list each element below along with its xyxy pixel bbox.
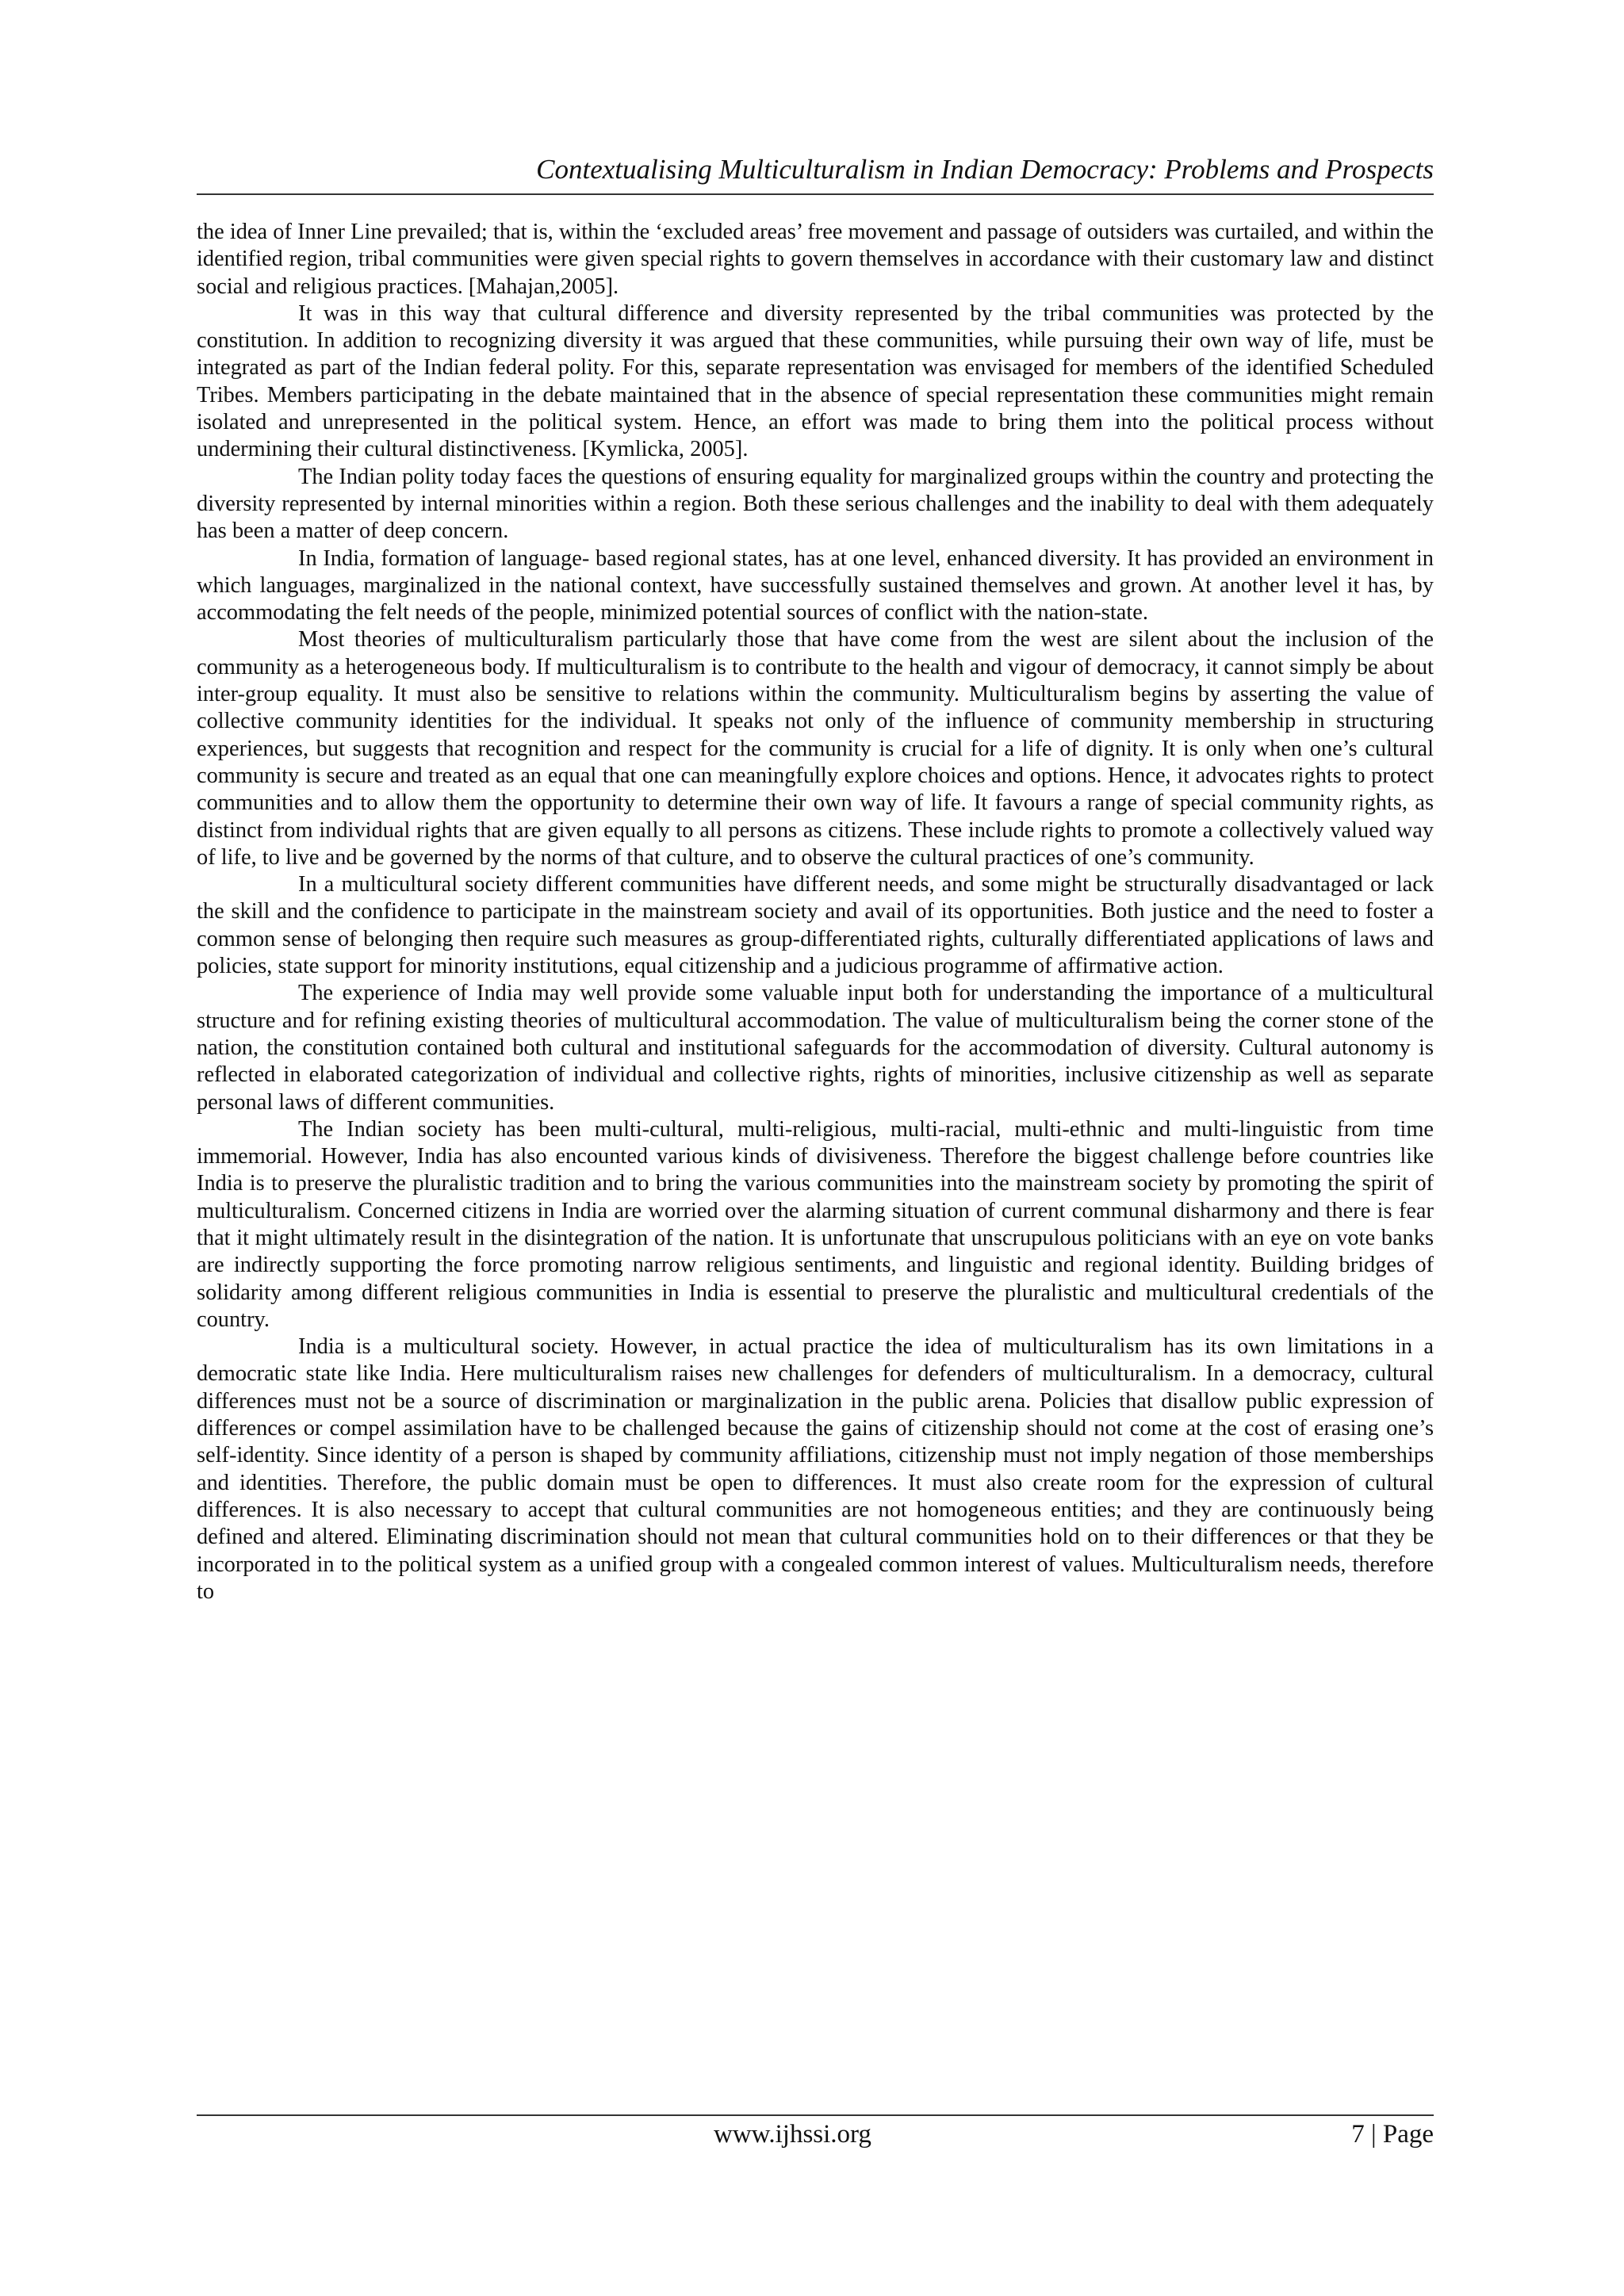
header-rule <box>197 193 1434 195</box>
paragraph-6: In a multicultural society different communities have different needs, and some might be structurally disadvantaged or lack the skill and the confidence to participate in the mainstream society and avail of its opportunities. Both justice and the need to foster a common sense of belonging then require such measures as group-differentiated rights, culturally differentiated applications of laws and policies, state support for minority institutions, equal citizenship and a judicious programme of affirmative action. <box>197 872 1434 979</box>
paragraph-1: the idea of Inner Line prevailed; that is, within the ‘excluded areas’ free movement and passage of outsiders was curtailed, and within the identified region, tribal communities were given special rights to govern themselves in accordance with their customary law and distinct social and religious practices. [Mahajan,2005]. <box>197 220 1434 299</box>
paragraph-3: The Indian polity today faces the questions of ensuring equality for marginalized groups within the country and protecting the diversity represented by internal minorities within a region. Both these serious challenges and the inability to deal with them adequately has been a matter of deep concern. <box>197 464 1434 544</box>
paragraph-2: It was in this way that cultural difference and diversity represented by the tribal communities was protected by the constitution. In addition to recognizing diversity it was argued that these communities, while pursuing their own way of life, must be integrated as part of the Indian federal polity. For this, separate representation was envisaged for members of the identified Scheduled Tribes. Members participating in the debate maintained that in the absence of special representation these communities might remain isolated and unrepresented in the political system. Hence, an effort was made to bring them into the political process without undermining their cultural distinctiveness. [Kymlicka, 2005]. <box>197 300 1434 462</box>
running-header: Contextualising Multiculturalism in Indian Democracy: Problems and Prospects <box>536 154 1434 185</box>
paragraph-9: India is a multicultural society. However, in actual practice the idea of multiculturalism has its own limitations in a democratic state like India. Here multiculturalism raises new challenges for defenders of multiculturalism. In a democracy, cultural differences must not be a source of discrimination or marginalization in the public arena. Policies that disallow public expression of differences or compel assimilation have to be challenged because the gains of citizenship should not come at the cost of erasing one’s self-identity. Since identity of a person is shaped by community affiliations, citizenship must not imply negation of those memberships and identities. Therefore, the public domain must be open to differences. It must also create room for the expression of cultural differences. It is also necessary to accept that cultural communities are not homogeneous entities; and they are continuously being defined and altered. Eliminating discrimination should not mean that cultural communities hold on to their differences or that they be incorporated in to the political system as a unified group with a congealed common interest of values. Multiculturalism needs, therefore to <box>197 1334 1434 1604</box>
article-body <box>197 219 1434 1605</box>
paragraph-4: In India, formation of language- based regional states, has at one level, enhanced diversity. It has provided an environment in which languages, marginalized in the national context, have successfully sustained themselves and grown. At another level it has, by accommodating the felt needs of the people, minimized potential sources of conflict with the nation-state. <box>197 545 1434 626</box>
footer-rule <box>197 2114 1434 2116</box>
paragraph-7: The experience of India may well provide some valuable input both for understanding the importance of a multicultural structure and for refining existing theories of multicultural accommodation. The value of multiculturalism being the corner stone of the nation, the constitution contained both cultural and institutional safeguards for the accommodation of diversity. Cultural autonomy is reflected in elaborated categorization of individual and collective rights, rights of minorities, inclusive citizenship as well as separate personal laws of different communities. <box>197 981 1434 1115</box>
footer-website: www.ijhssi.org <box>714 2120 871 2149</box>
footer-page-number: 7 | Page <box>1351 2120 1434 2149</box>
paragraph-8: The Indian society has been multi-cultural, multi-religious, multi-racial, multi-ethnic and multi-linguistic from time immemorial. However, India has also encounted various kinds of divisiveness. Therefore the biggest challenge before countries like India is to preserve the pluralistic tradition and to bring the various communities into the mainstream society by promoting the spirit of multiculturalism. Concerned citizens in India are worried over the alarming situation of current communal disharmony and there is fear that it might ultimately result in the disintegration of the nation. It is unfortunate that unscrupulous politicians with an eye on vote banks are indirectly supporting the force promoting narrow religious sentiments, and linguistic and regional identity. Building bridges of solidarity among different religious communities in India is essential to preserve the pluralistic and multicultural credentials of the country. <box>197 1116 1434 1332</box>
paragraph-5: Most theories of multiculturalism particularly those that have come from the west are silent about the inclusion of the community as a heterogeneous body. If multiculturalism is to contribute to the health and vigour of democracy, it cannot simply be about inter-group equality. It must also be sensitive to relations within the community. Multiculturalism begins by asserting the value of collective community identities for the individual. It speaks not only of the influence of community membership in structuring experiences, but suggests that recognition and respect for the community is crucial for a life of dignity. It is only when one’s cultural community is secure and treated as an equal that one can meaningfully explore choices and options. Hence, it advocates rights to protect communities and to allow them the opportunity to determine their own way of life. It favours a range of special community rights, as distinct from individual rights that are given equally to all persons as citizens. These include rights to promote a collectively valued way of life, to live and be governed by the norms of that culture, and to observe the cultural practices of one’s community. <box>197 627 1434 870</box>
